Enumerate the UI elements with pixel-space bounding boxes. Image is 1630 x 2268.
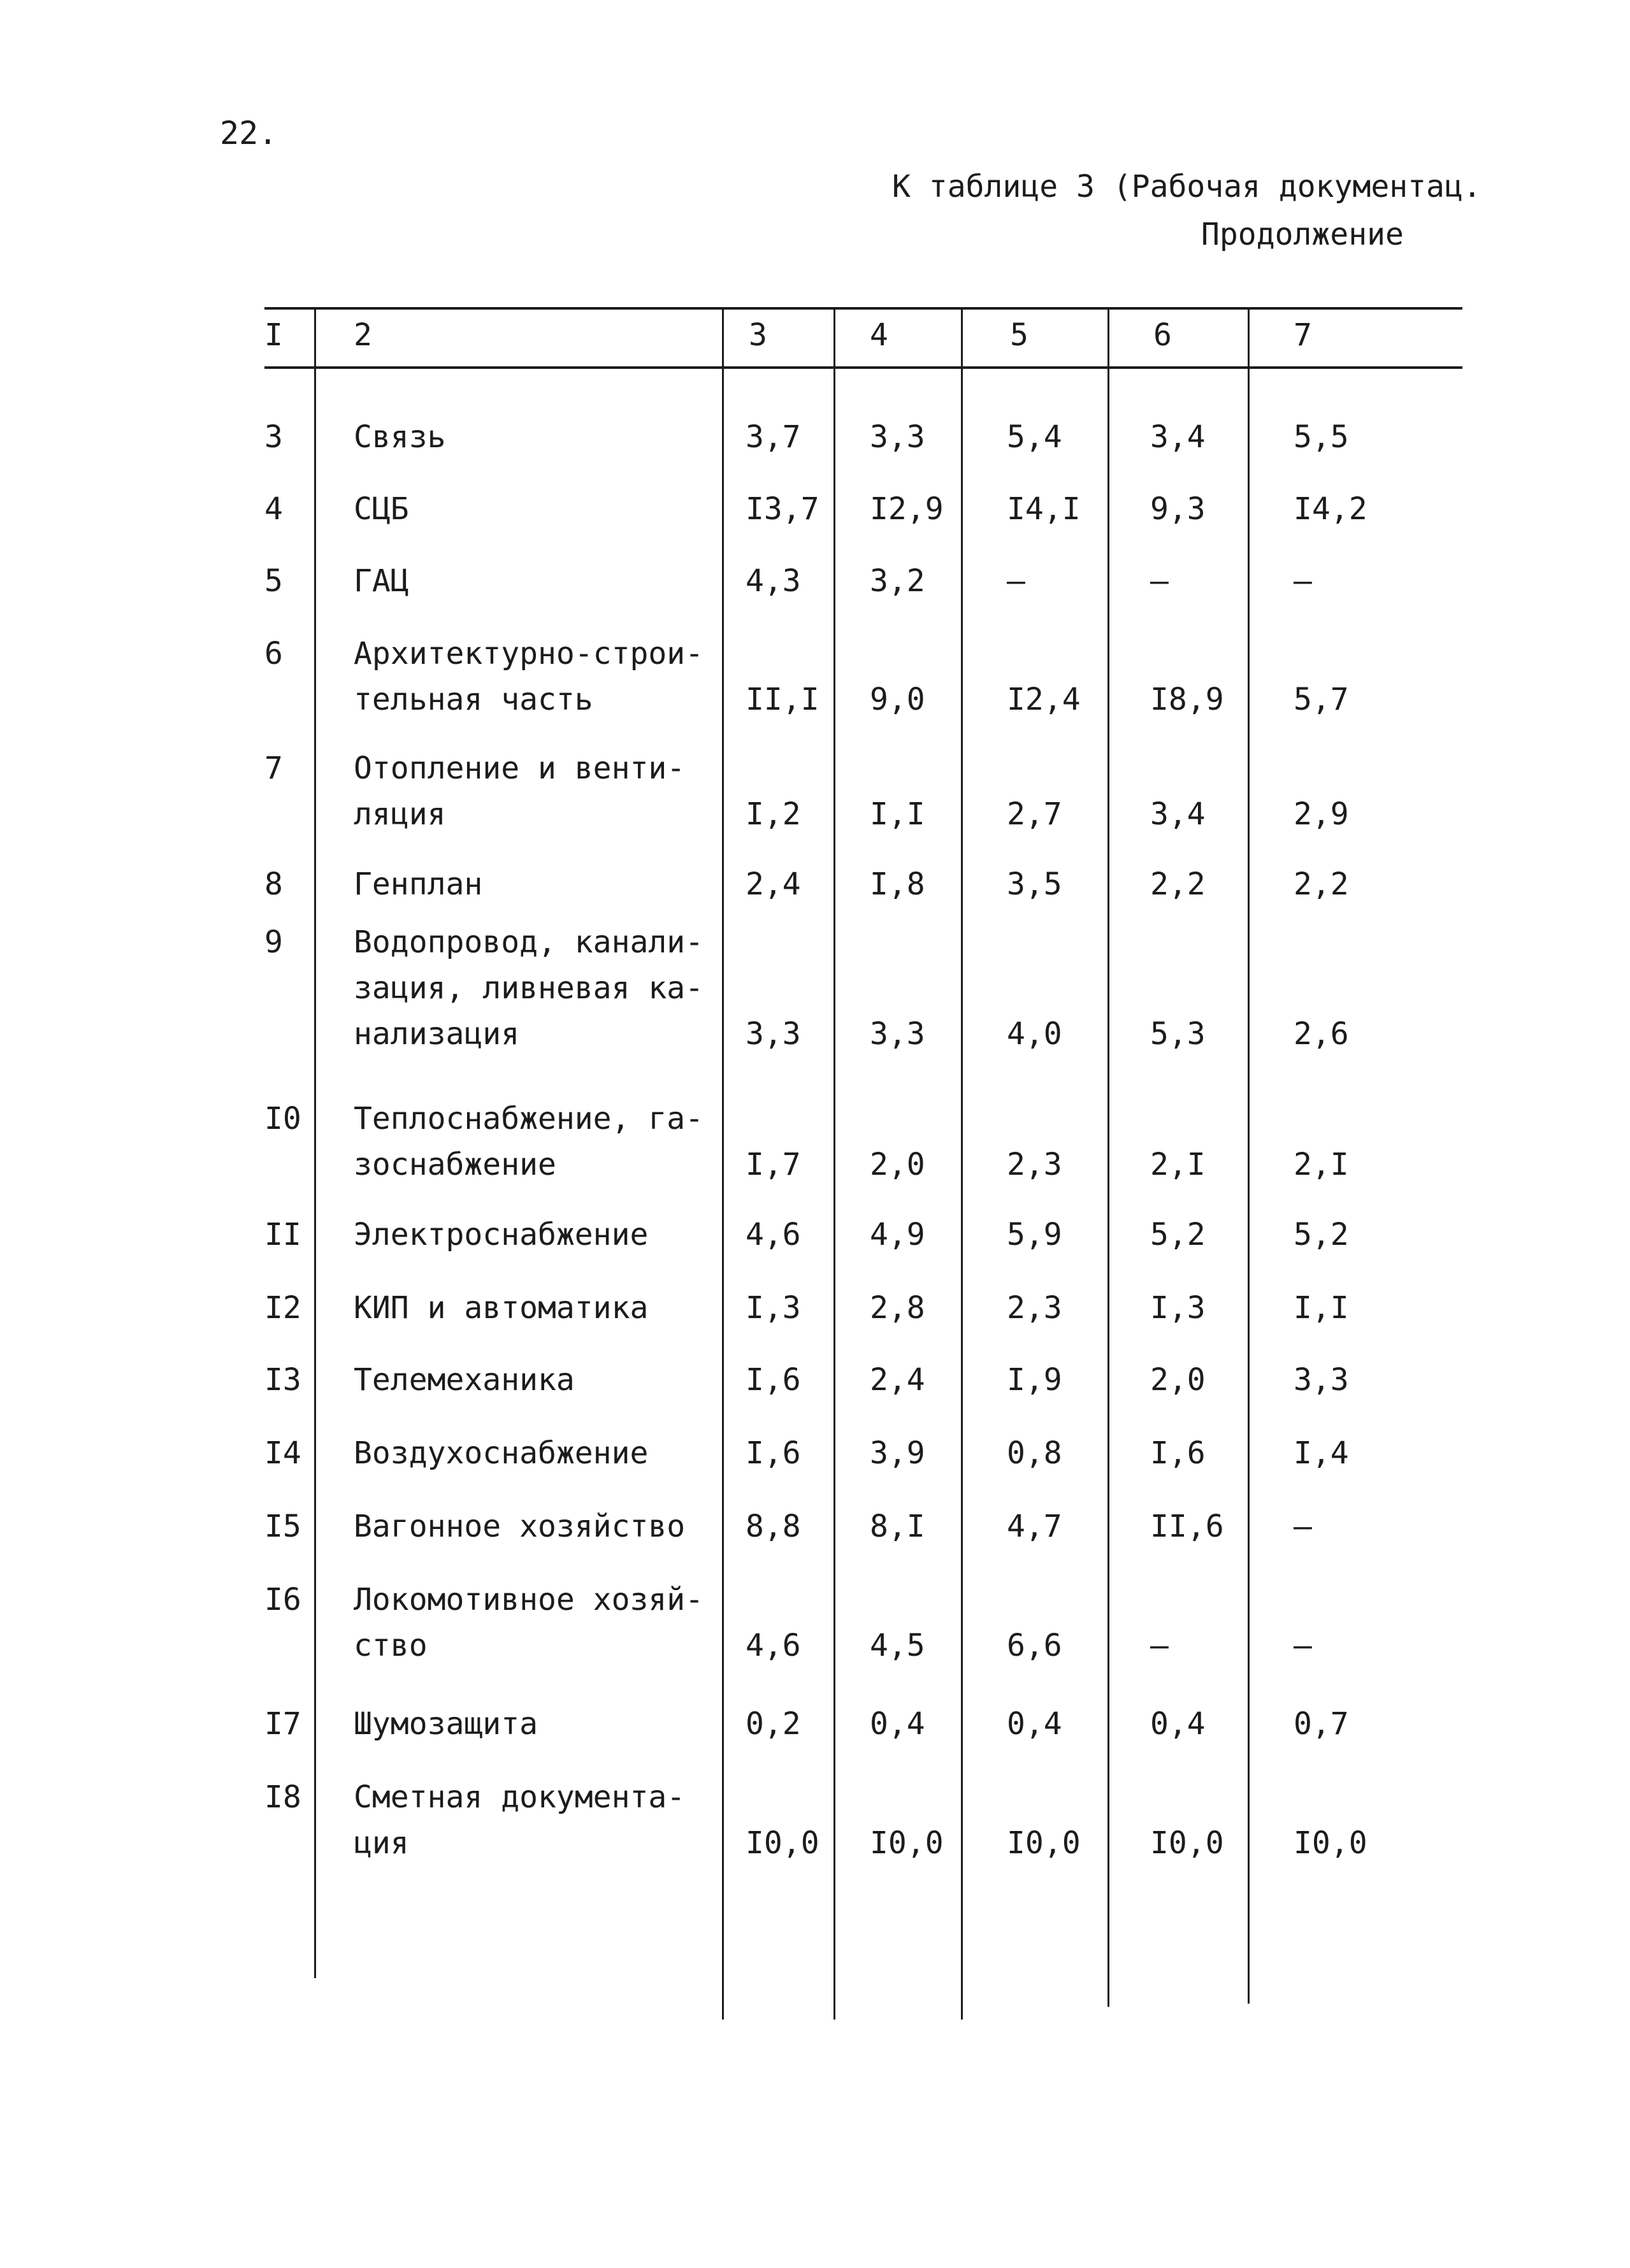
continuation-label: Продолжение bbox=[1201, 217, 1404, 252]
table-cell: 3,3 bbox=[870, 1016, 925, 1052]
table-cell: I,I bbox=[1294, 1290, 1349, 1326]
table-cell: I3,7 bbox=[746, 491, 819, 527]
table-cell: I4,I bbox=[1007, 491, 1081, 527]
table-caption: К таблице 3 (Рабочая документац. bbox=[892, 169, 1482, 205]
table-cell: 0,4 bbox=[1150, 1706, 1206, 1742]
column-header: 7 bbox=[1294, 317, 1312, 353]
row-number: I8 bbox=[264, 1779, 301, 1815]
column-divider bbox=[1107, 307, 1109, 2007]
table-cell: I,9 bbox=[1007, 1362, 1062, 1398]
row-name: Локомотивное хозяй- ство bbox=[354, 1582, 704, 1663]
table-cell: 2,2 bbox=[1294, 866, 1349, 902]
row-number: I5 bbox=[264, 1509, 301, 1544]
table-cell: 4,6 bbox=[746, 1217, 801, 1252]
table-cell: I,3 bbox=[746, 1290, 801, 1326]
table-cell: 4,0 bbox=[1007, 1016, 1062, 1052]
row-name: СЦБ bbox=[354, 491, 409, 527]
table-cell: I,8 bbox=[870, 866, 925, 902]
table-cell: 0,4 bbox=[870, 1706, 925, 1742]
table-cell: 3,2 bbox=[870, 563, 925, 599]
table-cell: 5,9 bbox=[1007, 1217, 1062, 1252]
row-name: Телемеханика bbox=[354, 1362, 575, 1398]
table-cell: 2,9 bbox=[1294, 796, 1349, 832]
table-cell: – bbox=[1294, 563, 1312, 599]
row-name: Воздухоснабжение bbox=[354, 1435, 649, 1471]
row-name: Генплан bbox=[354, 866, 483, 902]
table-cell: I4,2 bbox=[1294, 491, 1367, 527]
table-cell: 5,2 bbox=[1150, 1217, 1206, 1252]
table-cell: 2,8 bbox=[870, 1290, 925, 1326]
table-cell: 5,7 bbox=[1294, 682, 1349, 717]
table-cell: 2,0 bbox=[870, 1147, 925, 1182]
table-cell: – bbox=[1150, 563, 1169, 599]
table-cell: 8,8 bbox=[746, 1509, 801, 1544]
table-cell: I8,9 bbox=[1150, 682, 1224, 717]
table-cell: 0,2 bbox=[746, 1706, 801, 1742]
row-number: I3 bbox=[264, 1362, 301, 1398]
table-cell: – bbox=[1294, 1509, 1312, 1544]
row-name: Архитектурно-строи- тельная часть bbox=[354, 636, 704, 717]
column-header: 6 bbox=[1153, 317, 1172, 353]
table-cell: 3,4 bbox=[1150, 419, 1206, 455]
table-cell: 5,3 bbox=[1150, 1016, 1206, 1052]
column-header: 5 bbox=[1010, 317, 1028, 353]
table-cell: 5,5 bbox=[1294, 419, 1349, 455]
table-cell: 0,8 bbox=[1007, 1435, 1062, 1471]
row-name: Отопление и венти- ляция bbox=[354, 750, 686, 832]
table-cell: II,6 bbox=[1150, 1509, 1224, 1544]
column-header: 3 bbox=[749, 317, 767, 353]
table-cell: 2,I bbox=[1150, 1147, 1206, 1182]
table-cell: 3,3 bbox=[746, 1016, 801, 1052]
table-cell: 2,0 bbox=[1150, 1362, 1206, 1398]
table-cell: 4,7 bbox=[1007, 1509, 1062, 1544]
table-rule bbox=[264, 307, 1462, 310]
table-cell: – bbox=[1007, 563, 1025, 599]
table-cell: I2,9 bbox=[870, 491, 944, 527]
table-cell: 4,9 bbox=[870, 1217, 925, 1252]
row-name: Сметная документа- ция bbox=[354, 1779, 686, 1861]
table-cell: I0,0 bbox=[1294, 1825, 1367, 1861]
row-name: ГАЦ bbox=[354, 563, 409, 599]
column-divider bbox=[314, 307, 316, 1978]
table-cell: I,4 bbox=[1294, 1435, 1349, 1471]
column-header: I bbox=[264, 317, 283, 353]
table-cell: 3,3 bbox=[870, 419, 925, 455]
table-cell: II,I bbox=[746, 682, 819, 717]
table-cell: I0,0 bbox=[870, 1825, 944, 1861]
column-header: 4 bbox=[870, 317, 888, 353]
table-cell: I,6 bbox=[746, 1435, 801, 1471]
row-name: Шумозащита bbox=[354, 1706, 538, 1742]
table-cell: 2,2 bbox=[1150, 866, 1206, 902]
row-number: 4 bbox=[264, 491, 283, 527]
table-cell: I0,0 bbox=[746, 1825, 819, 1861]
table-cell: 4,3 bbox=[746, 563, 801, 599]
table-cell: I2,4 bbox=[1007, 682, 1081, 717]
column-divider bbox=[722, 307, 724, 2020]
row-number: 6 bbox=[264, 636, 283, 671]
table-cell: – bbox=[1294, 1628, 1312, 1663]
row-number: 7 bbox=[264, 750, 283, 786]
column-header: 2 bbox=[354, 317, 372, 353]
row-number: I6 bbox=[264, 1582, 301, 1618]
table-cell: 2,3 bbox=[1007, 1147, 1062, 1182]
table-cell: 5,4 bbox=[1007, 419, 1062, 455]
table-cell: I,2 bbox=[746, 796, 801, 832]
table-cell: 9,3 bbox=[1150, 491, 1206, 527]
table-cell: 3,7 bbox=[746, 419, 801, 455]
row-number: 9 bbox=[264, 924, 283, 960]
table-cell: 2,4 bbox=[870, 1362, 925, 1398]
row-number: I4 bbox=[264, 1435, 301, 1471]
row-name: КИП и автоматика bbox=[354, 1290, 649, 1326]
table-cell: 9,0 bbox=[870, 682, 925, 717]
table-cell: I,6 bbox=[1150, 1435, 1206, 1471]
row-name: Вагонное хозяйство bbox=[354, 1509, 686, 1544]
row-name: Связь bbox=[354, 419, 446, 455]
table-cell: 8,I bbox=[870, 1509, 925, 1544]
table-cell: I,7 bbox=[746, 1147, 801, 1182]
table-cell: 2,4 bbox=[746, 866, 801, 902]
table-cell: I,6 bbox=[746, 1362, 801, 1398]
table-rule bbox=[264, 366, 1462, 369]
table-cell: 3,9 bbox=[870, 1435, 925, 1471]
row-number: 8 bbox=[264, 866, 283, 902]
row-number: I0 bbox=[264, 1101, 301, 1137]
table-cell: 3,5 bbox=[1007, 866, 1062, 902]
table-cell: 2,3 bbox=[1007, 1290, 1062, 1326]
table-cell: I,3 bbox=[1150, 1290, 1206, 1326]
table-cell: 3,3 bbox=[1294, 1362, 1349, 1398]
row-number: 3 bbox=[264, 419, 283, 455]
table-cell: 4,5 bbox=[870, 1628, 925, 1663]
row-number: 5 bbox=[264, 563, 283, 599]
page-number: 22. bbox=[220, 115, 278, 152]
table-cell: I0,0 bbox=[1007, 1825, 1081, 1861]
row-name: Электроснабжение bbox=[354, 1217, 649, 1252]
table-cell: 0,7 bbox=[1294, 1706, 1349, 1742]
row-number: I2 bbox=[264, 1290, 301, 1326]
column-divider bbox=[1248, 307, 1250, 2004]
table-cell: 2,I bbox=[1294, 1147, 1349, 1182]
table-cell: 4,6 bbox=[746, 1628, 801, 1663]
column-divider bbox=[961, 307, 963, 2020]
table-cell: 6,6 bbox=[1007, 1628, 1062, 1663]
table-cell: 2,7 bbox=[1007, 796, 1062, 832]
table-cell: 2,6 bbox=[1294, 1016, 1349, 1052]
column-divider bbox=[833, 307, 835, 2020]
row-number: II bbox=[264, 1217, 301, 1252]
row-name: Водопровод, канали- зация, ливневая ка- нализация bbox=[354, 924, 704, 1052]
table-cell: – bbox=[1150, 1628, 1169, 1663]
table-cell: 0,4 bbox=[1007, 1706, 1062, 1742]
table-cell: 5,2 bbox=[1294, 1217, 1349, 1252]
table-cell: 3,4 bbox=[1150, 796, 1206, 832]
row-number: I7 bbox=[264, 1706, 301, 1742]
table-cell: I,I bbox=[870, 796, 925, 832]
row-name: Теплоснабжение, га- зоснабжение bbox=[354, 1101, 704, 1182]
table-cell: I0,0 bbox=[1150, 1825, 1224, 1861]
